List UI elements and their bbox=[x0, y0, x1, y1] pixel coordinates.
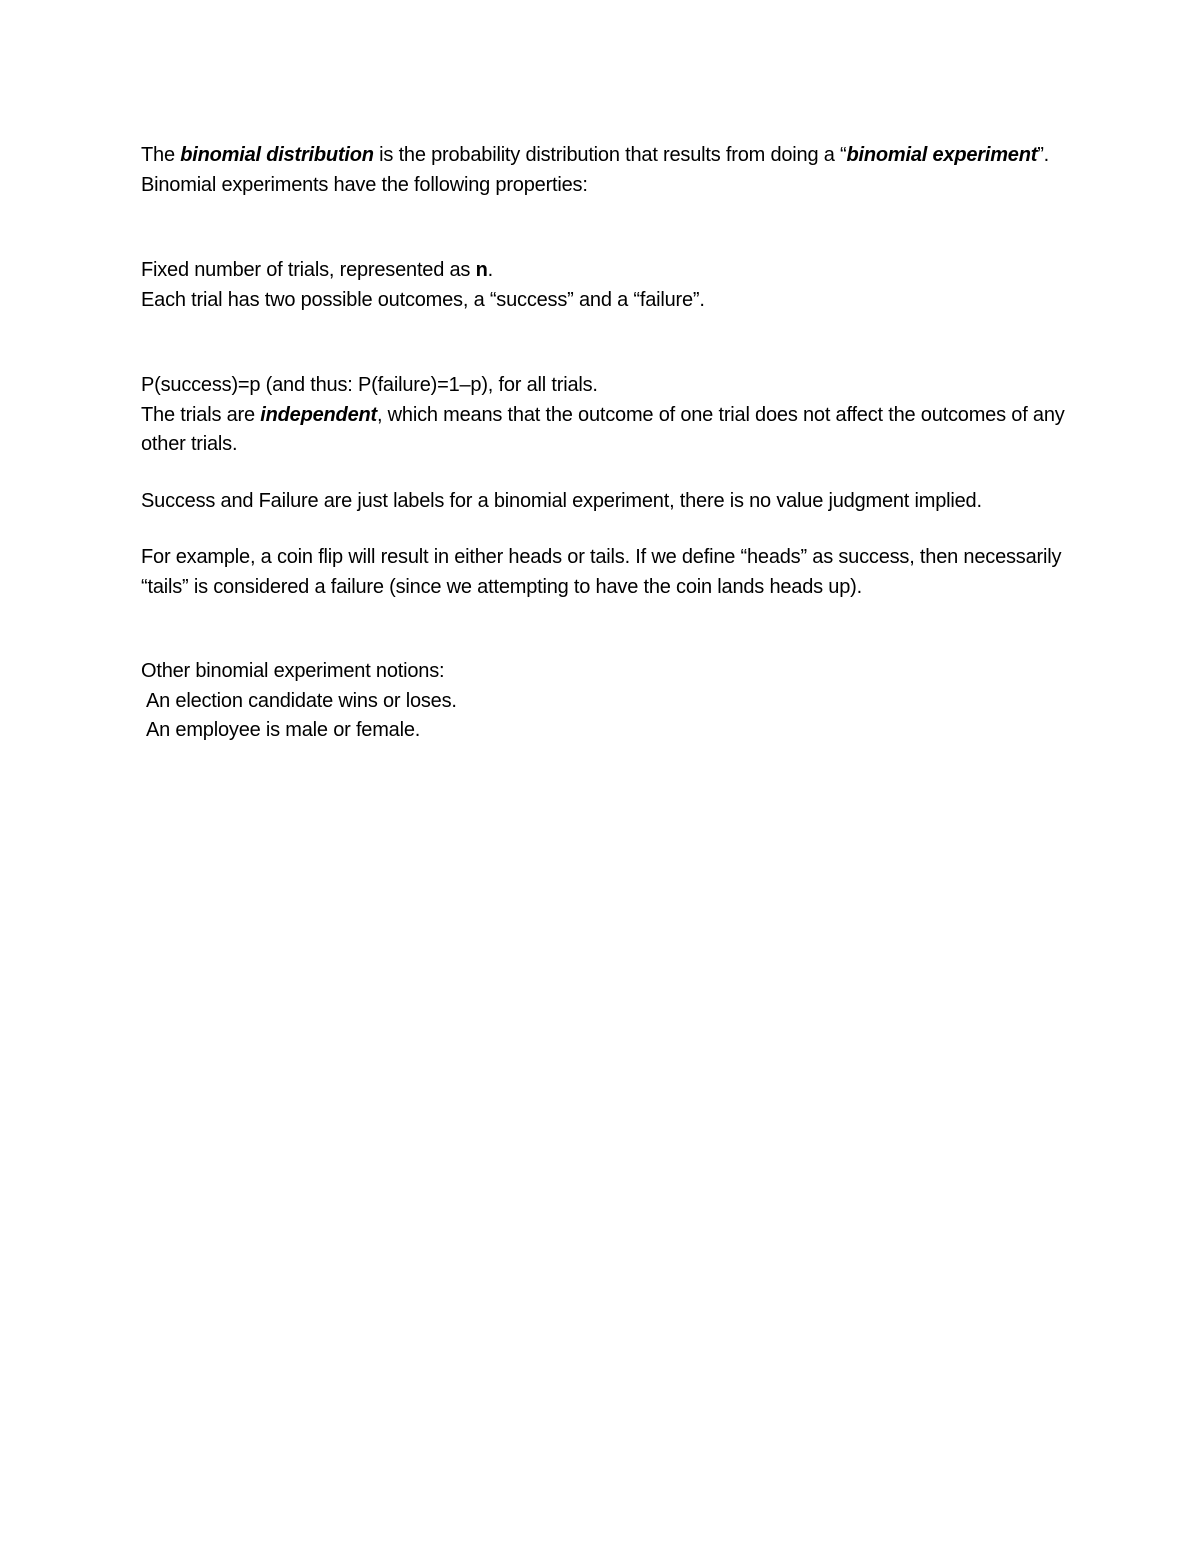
variable-n: n bbox=[475, 259, 488, 281]
property-independent-text-1: The trials are bbox=[141, 403, 261, 426]
spacer bbox=[141, 460, 1071, 487]
property-fixed-trials-end: . bbox=[487, 259, 493, 281]
intro-text-3: ”. Binomial experiments have the following properties: bbox=[141, 144, 1050, 196]
term-binomial-experiment: binomial experiment bbox=[846, 144, 1038, 166]
property-two-outcomes: Each trial has two possible outcomes, a “success” and a “failure”. bbox=[141, 288, 705, 311]
other-notion-item: An election candidate wins or loses. bbox=[146, 689, 457, 712]
property-probability: P(success)=p (and thus: P(failure)=1–p), for all trials. bbox=[141, 374, 598, 396]
other-notions-heading: Other binomial experiment notions: bbox=[141, 660, 445, 682]
intro-text-1: The bbox=[141, 144, 181, 166]
property-fixed-trials bbox=[141, 256, 1071, 286]
spacer bbox=[141, 516, 1071, 543]
other-notion-item: An employee is male or female. bbox=[146, 719, 421, 741]
document-body bbox=[141, 141, 1071, 746]
term-independent: independent bbox=[260, 403, 377, 426]
property-fixed-trials-text: Fixed number of trials, represented as bbox=[141, 259, 476, 281]
example-paragraph: For example, a coin flip will result in either heads or tails. If we define “heads” as success, then necessarily “tails” is considered a failure (since we attempting to have the coin lands heads up). bbox=[141, 546, 1062, 598]
spacer bbox=[141, 602, 1071, 657]
labels-note-paragraph: Success and Failure are just labels for a binomial experiment, there is no value judgment implied. bbox=[141, 489, 982, 512]
intro-text-2: is the probability distribution that results from doing a “ bbox=[373, 144, 847, 166]
term-binomial-distribution: binomial distribution bbox=[180, 144, 374, 166]
spacer bbox=[141, 315, 1071, 371]
property-independent-text-2: , which means that the outcome of one trial does not affect the outcomes of any other trials. bbox=[141, 403, 1065, 455]
spacer bbox=[141, 200, 1071, 256]
intro-paragraph bbox=[141, 141, 1071, 200]
property-independent bbox=[141, 401, 1071, 460]
